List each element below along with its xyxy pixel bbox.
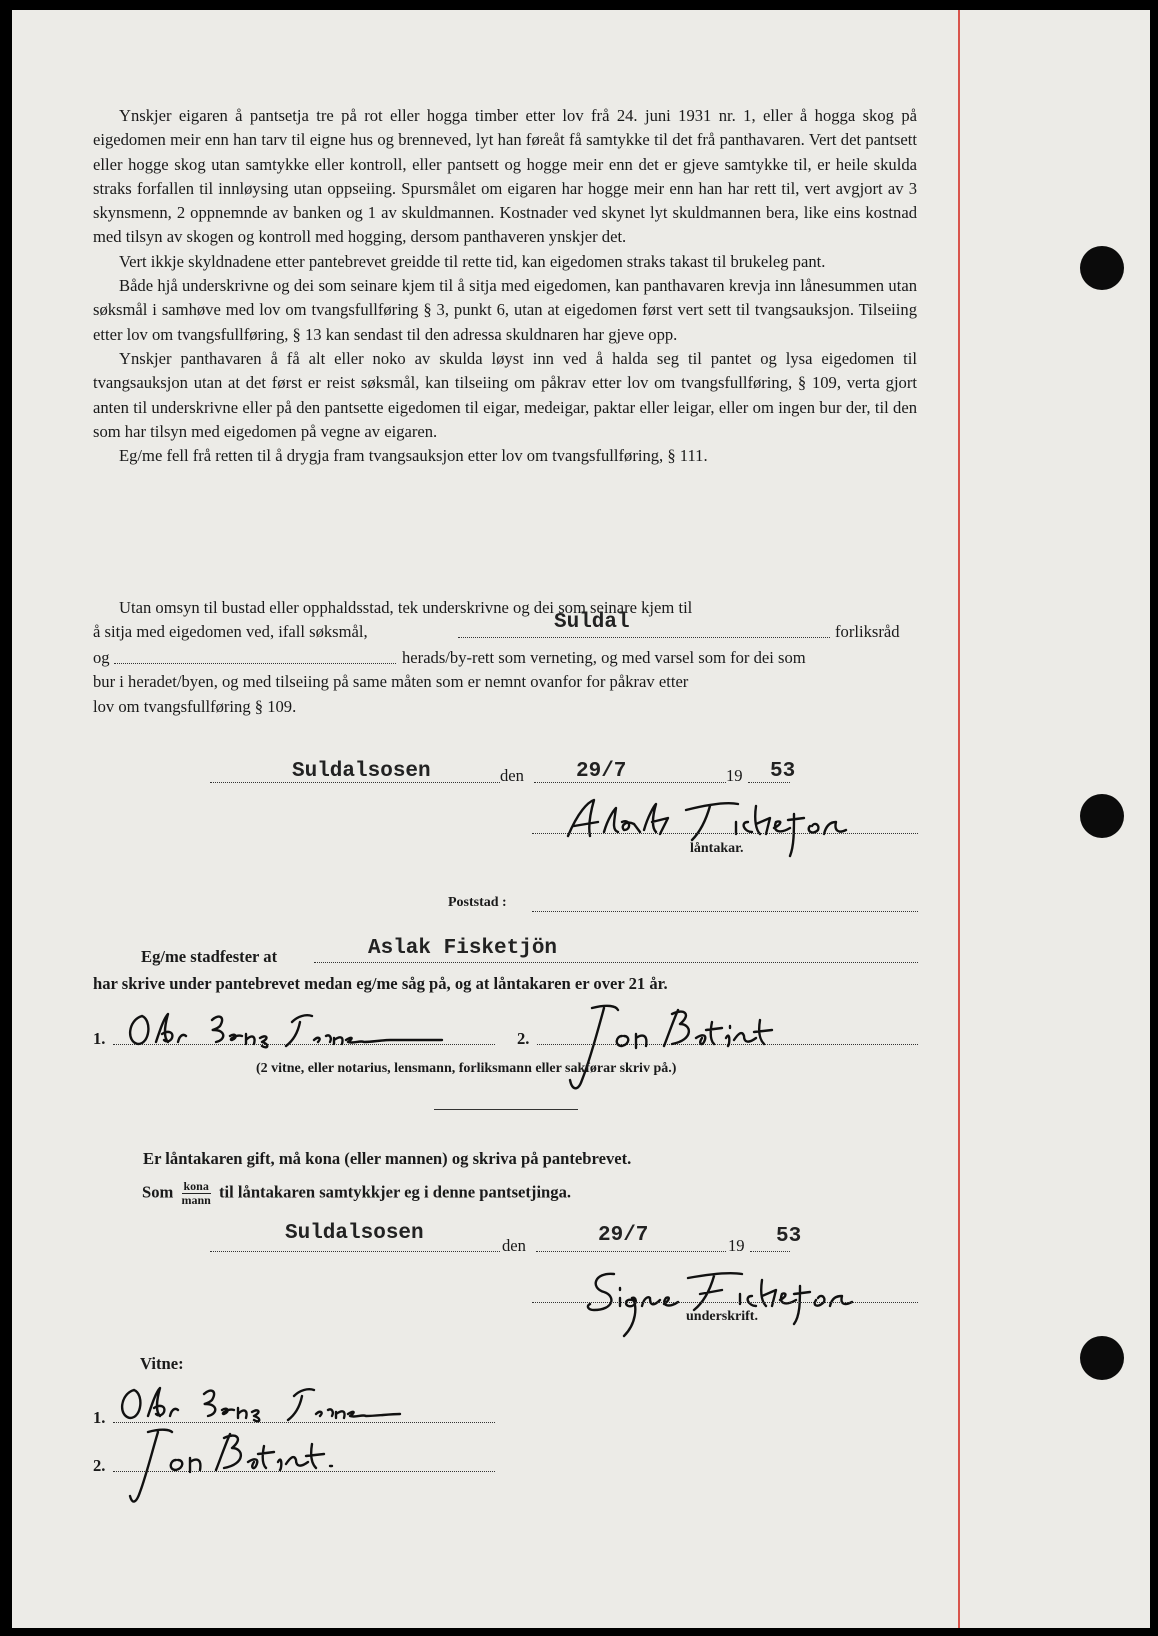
frac-kona: kona xyxy=(183,1179,209,1193)
paragraph-default: Vert ikkje skyldnadene etter pantebrevet greidde til rette tid, kan eigedomen straks takast til brukeleg pant. xyxy=(119,251,826,271)
kona-mann-fraction xyxy=(182,1180,211,1207)
spouse-witness-num-2: 2. xyxy=(93,1456,106,1475)
venue-line-5: lov om tvangsfullføring § 109. xyxy=(93,697,297,716)
den-label: den xyxy=(500,766,524,785)
terms-text xyxy=(93,104,917,468)
court-field-line xyxy=(458,637,830,638)
paragraph-enforcement: Både hjå underskrivne og dei som seinare kjem til å sitja med eigedomen, kan panthavaren krevja inn lånesummen utan søksmål i samhøve med lov om tvangsfullføring § 3, punkt 6, utan at eigedomen først vert sett til tvangsauksjon. Tilseiing etter lov om tvangsfullføring, § 13 kan sendast til den adressa skuldnaren har gjeve opp. xyxy=(93,276,917,344)
som-label: Som xyxy=(142,1182,174,1202)
witness-1-signature xyxy=(122,1006,462,1050)
date-typed: 29/7 xyxy=(576,760,627,783)
spouse-place-field-line xyxy=(210,1251,500,1252)
spouse-signature xyxy=(580,1266,900,1346)
spouse-date-field-line xyxy=(536,1251,726,1252)
spouse-place-typed: Suldalsosen xyxy=(285,1222,424,1245)
spouse-year-typed: 53 xyxy=(776,1225,802,1248)
court-name-typed: Suldal xyxy=(554,611,630,634)
witness-note: (2 vitne, eller notarius, lensmann, forliksmann eller sakførar skriv på.) xyxy=(256,1061,677,1076)
venue-line-2-suffix: forliksråd xyxy=(835,622,900,641)
punch-hole-3 xyxy=(1080,1336,1124,1380)
borrower-label: låntakar. xyxy=(690,841,744,856)
spouse-date-typed: 29/7 xyxy=(598,1224,649,1247)
vitne-label: Vitne: xyxy=(140,1354,184,1373)
second-court-field-line xyxy=(114,663,396,664)
poststad-label: Poststad : xyxy=(448,895,507,910)
punch-hole-1 xyxy=(1080,246,1124,290)
date-field-line xyxy=(534,782,726,783)
venue-line-4: bur i heradet/byen, og med tilseiing på same måten som er nemnt ovanfor for påkrav etter xyxy=(93,672,689,691)
year-typed: 53 xyxy=(770,760,796,783)
spouse-year-prefix: 19 xyxy=(728,1236,745,1255)
paragraph-auction: Ynskjer panthavaren å få alt eller noko av skulda løyst inn ved å halda seg til pantet og lysa eigedomen til tvangsauksjon utan at det først er reist søksmål, kan tilseiing om påkrav etter lov om tvangsfullføring, § 109, verta gjort anten til underskrivne eller på den pantsette eigedomen til eigar, medeigar, paktar eller leigar, eller om ingen bur der, til den som har tilsyn med eigedomen på vegne av eigaren. xyxy=(93,348,917,441)
section-divider xyxy=(434,1109,578,1110)
paragraph-timber: Ynskjer eigaren å pantsetja tre på rot eller hogga timber etter lov frå 24. juni 1931 nr. 1, eller å hogga skog på eigedomen meir enn han tarv til eigne hus og brenneved, lyt han føreåt få samtykke til det frå panthavaren. Vert det pantsett eller hogge skog utan samtykke eller kontroll, eller pantsett og hogge meir enn det er gjeve samtykke til, er heile skulda straks forfallen til innløysing utan oppseiing. Spursmålet om eigaren har hogge meir enn han har rett til, vert avgjort av 3 skynsmenn, 2 oppnemnde av banken og 1 av skuldmannen. Kostnader ved skynet lyt skuldmannen bera, like eins kostnad med tilsyn av skogen og kontroll med hogging, dersom panthaveren ynskjer det. xyxy=(93,106,917,247)
place-typed: Suldalsosen xyxy=(292,760,431,783)
spouse-line-2-rest: til låntakaren samtykkjer eg i denne pantsetjinga. xyxy=(219,1182,572,1202)
confirm-field-line xyxy=(314,962,918,963)
confirm-line-2: har skrive under pantebrevet medan eg/me såg på, og at låntakaren er over 21 år. xyxy=(93,974,668,993)
venue-line-3-suffix: herads/by-rett som verneting, og med varsel som for dei som xyxy=(402,648,806,667)
witness-num-2: 2. xyxy=(517,1029,530,1048)
spouse-year-field-line xyxy=(750,1251,790,1252)
spouse-line-2 xyxy=(142,1180,571,1207)
poststad-field-line xyxy=(532,911,918,912)
witness-2-signature xyxy=(568,1000,828,1096)
spouse-den-label: den xyxy=(502,1236,526,1255)
confirm-prefix: Eg/me stadfester at xyxy=(141,947,278,966)
venue-line-2-prefix: å sitja med eigedomen ved, ifall søksmål, xyxy=(93,622,368,641)
red-margin-line xyxy=(958,10,960,1628)
borrower-signature-line xyxy=(532,833,918,834)
witness-num-1: 1. xyxy=(93,1029,106,1048)
paragraph-waiver: Eg/me fell frå retten til å drygja fram tvangsauksjon etter lov om tvangsfullføring, § 111. xyxy=(119,446,708,466)
spouse-signature-line xyxy=(532,1302,918,1303)
spouse-line-1: Er låntakaren gift, må kona (eller mannen) og skriva på pantebrevet. xyxy=(143,1149,632,1168)
spouse-signer-label: underskrift. xyxy=(686,1309,758,1324)
frac-mann: mann xyxy=(181,1193,211,1207)
punch-hole-2 xyxy=(1080,794,1124,838)
year-prefix: 19 xyxy=(726,766,743,785)
venue-line-1: Utan omsyn til bustad eller opphaldsstad, tek underskrivne og dei som seinare kjem til xyxy=(119,598,693,617)
venue-line-3-prefix: og xyxy=(93,648,110,667)
spouse-witness-num-1: 1. xyxy=(93,1408,106,1427)
spouse-witness-2-signature xyxy=(126,1420,366,1510)
confirm-name-typed: Aslak Fisketjön xyxy=(368,937,558,960)
